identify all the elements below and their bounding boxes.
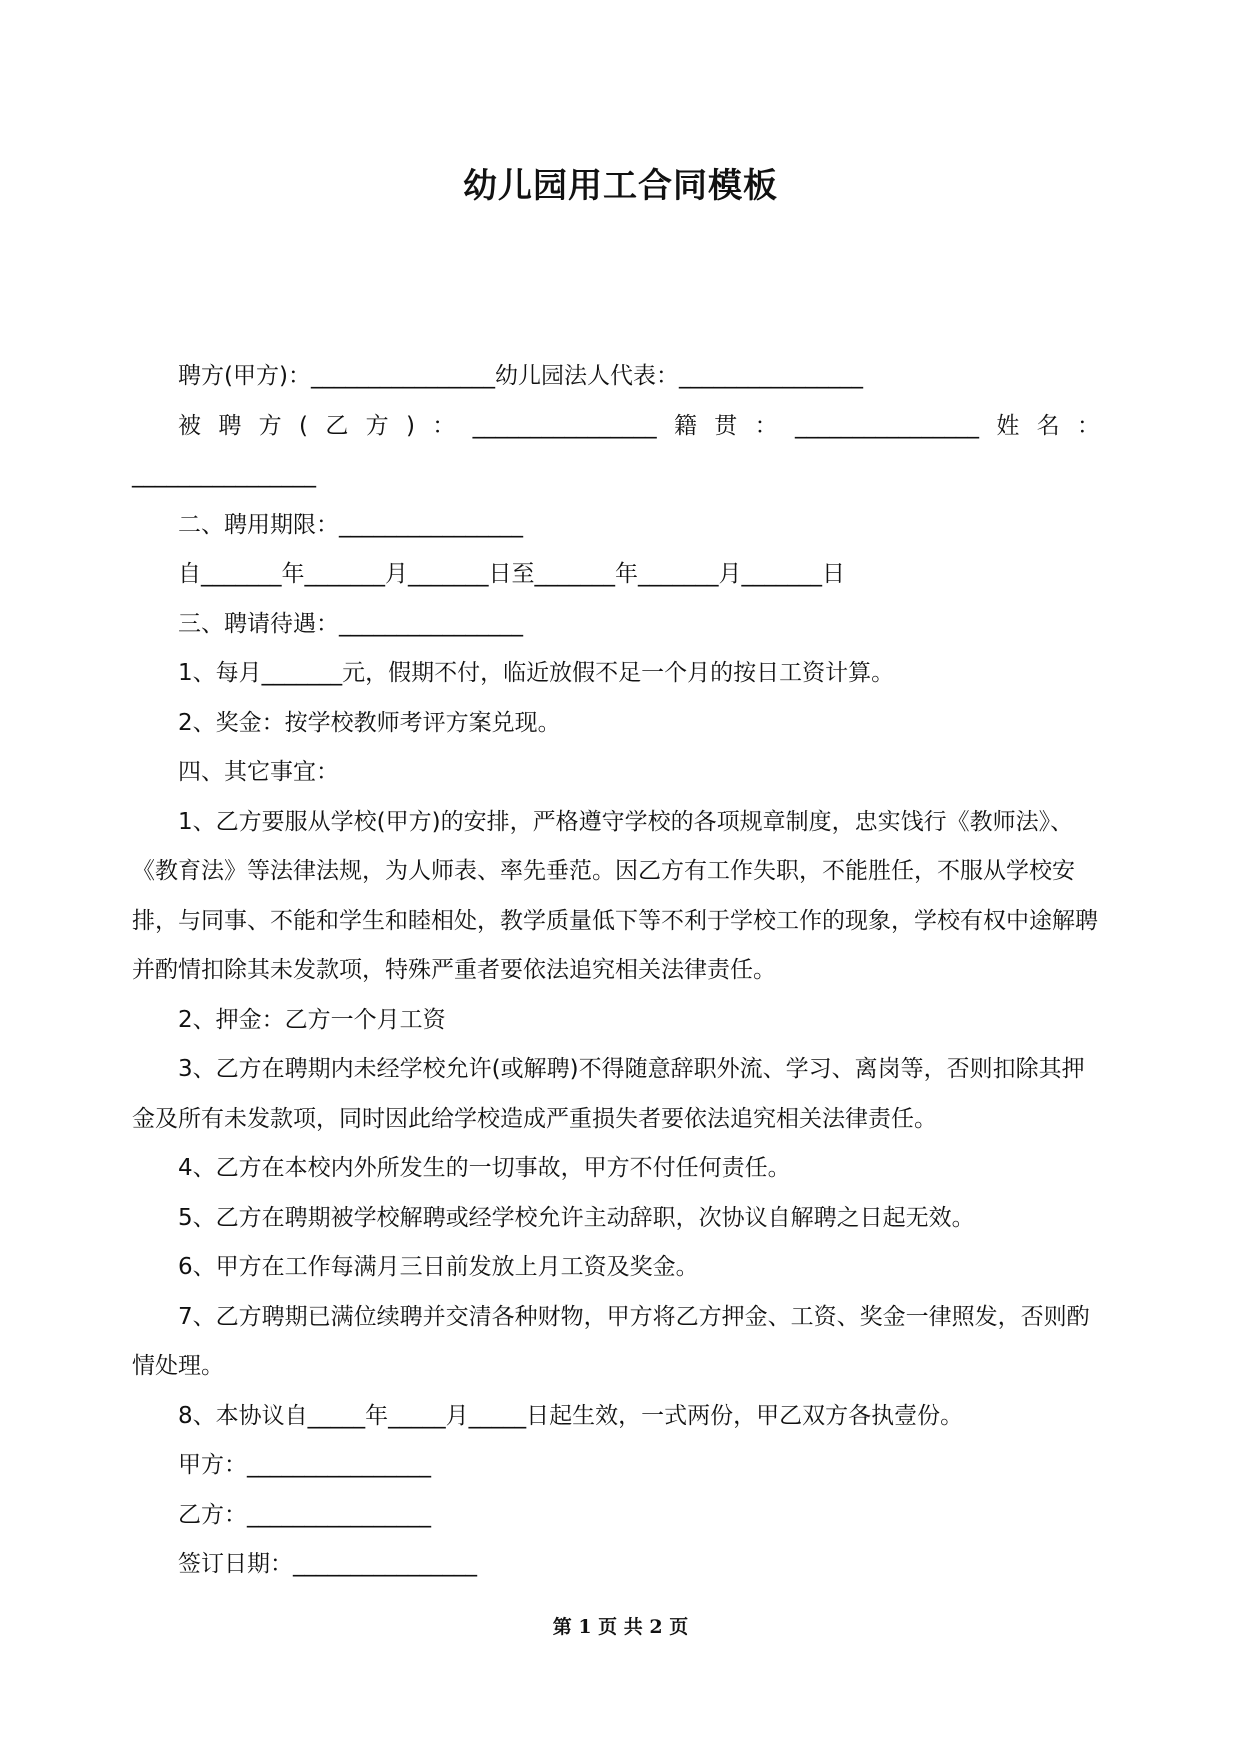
other-item-6: 6、甲方在工作每满月三日前发放上月工资及奖金。 [178, 1254, 699, 1280]
employer-line: 聘方(甲方)：________________幼儿园法人代表：________________ [178, 363, 863, 389]
signature-party-a: 甲方：________________ [178, 1452, 431, 1478]
other-item-4: 4、乙方在本校内外所发生的一切事故，甲方不付任何责任。 [178, 1155, 791, 1181]
other-item-1: 1、乙方要服从学校(甲方)的安排，严格遵守学校的各项规章制度，忠实饯行《教师法》、《教育法》等法律法规，为人师表、率先垂范。因乙方有工作失职，不能胜任，不服从学校安排，与同事、不能和学生和睦相处，教学质量低下等不利于学校工作的现象，学校有权中途解聘并酌情扣除其未发款项，特殊严重者要依法追究相关法律责任。 [132, 808, 1098, 983]
pay-item-2: 2、奖金：按学校教师考评方案兑现。 [178, 709, 561, 736]
other-item-3: 3、乙方在聘期内未经学校允许(或解聘)不得随意辞职外流、学习、离岗等，否则扣除其押金及所有未发款项，同时因此给学校造成严重损失者要依法追究相关法律责任。 [132, 1056, 1085, 1132]
other-item-7: 7、乙方聘期已满位续聘并交清各种财物，甲方将乙方押金、工资、奖金一律照发，否则酌情处理。 [132, 1303, 1090, 1379]
other-item-2: 2、押金：乙方一个月工资 [178, 1006, 446, 1033]
signature-party-b: 乙方：________________ [178, 1501, 431, 1528]
term-dates: 自_______年_______月_______日至_______年_______月_______日 [178, 561, 845, 587]
employee-line-continuation: ________________ [132, 462, 316, 488]
document-body [132, 352, 1100, 1590]
other-item-5: 5、乙方在聘期被学校解聘或经学校允许主动辞职，次协议自解聘之日起无效。 [178, 1204, 975, 1231]
term-heading: 二、聘用期限：________________ [178, 511, 523, 538]
pay-item-1: 1、每月_______元，假期不付，临近放假不足一个月的按日工资计算。 [178, 660, 895, 686]
document-title: 幼儿园用工合同模板 [463, 166, 778, 206]
page-number: 第 1 页 共 2 页 [552, 1616, 689, 1638]
other-heading: 四、其它事宜： [178, 759, 339, 785]
signature-date: 签订日期：________________ [178, 1551, 477, 1577]
other-item-8: 8、本协议自_____年_____月_____日起生效，一式两份，甲乙双方各执壹份。 [178, 1402, 964, 1429]
employee-line: 被聘方(乙方)：________________籍贯：________________姓名： [178, 412, 1100, 439]
pay-heading: 三、聘请待遇：________________ [178, 610, 523, 637]
